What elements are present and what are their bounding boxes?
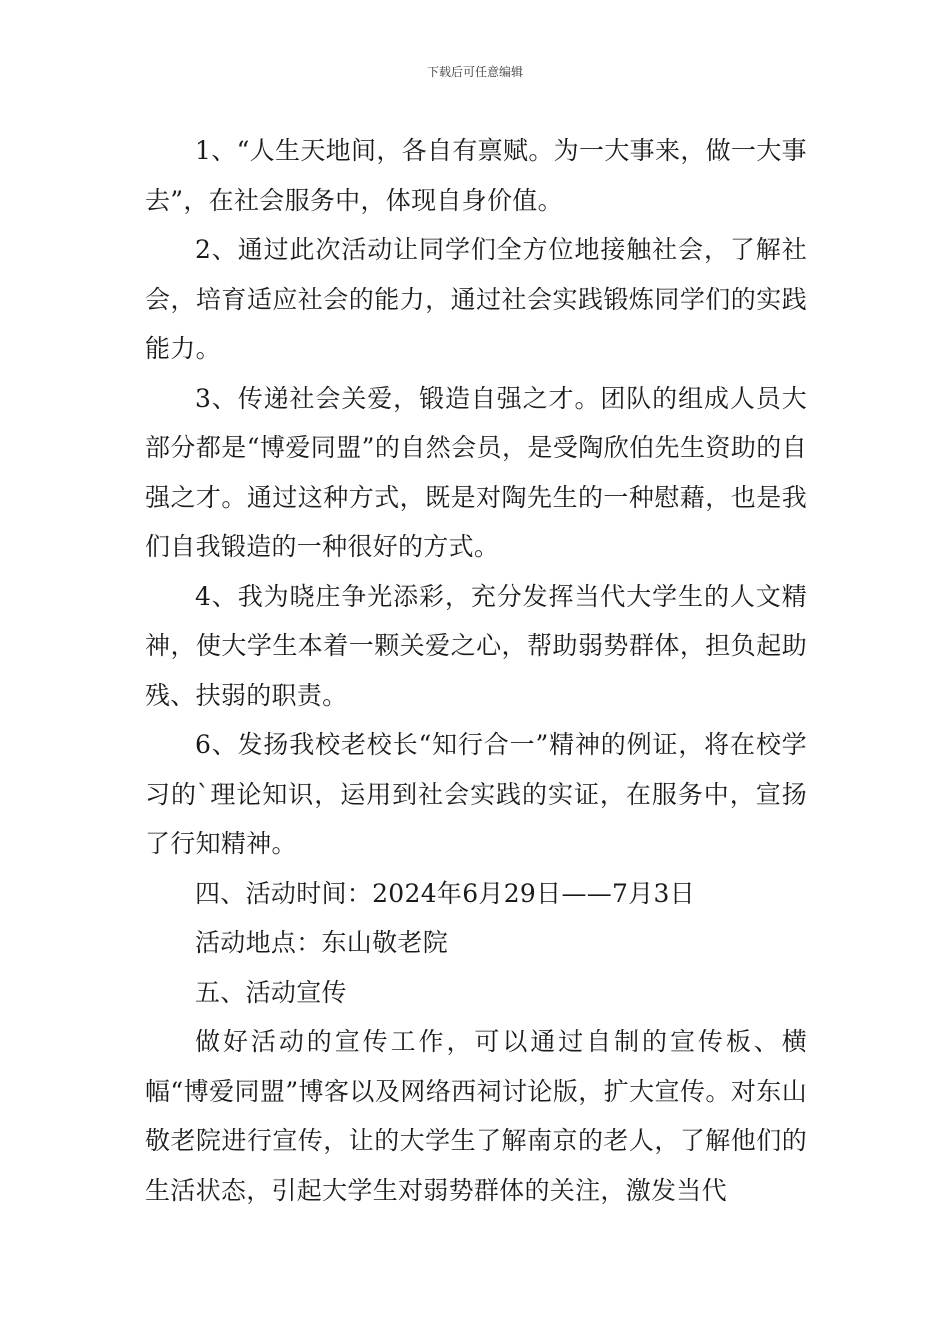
paragraph-activity-time: 四、活动时间：2024年6月29日——7月3日 [195,878,696,908]
paragraph-goal-3: 3、传递社会关爱，锻造自强之才。团队的组成人员大部分都是“博爱同盟”的自然会员，是受陶欣伯先生资助的自强之才。通过这种方式，既是对陶先生的一种慰藉，也是我们自我锻造的一种很好的方式。 [145,383,807,561]
page-header: 下载后可任意编辑 [426,65,523,79]
paragraph-goal-2: 2、通过此次活动让同学们全方位地接触社会，了解社会，培育适应社会的能力，通过社会实践锻炼同学们的实践能力。 [145,235,807,363]
paragraph-goal-6: 6、发扬我校老校长“知行合一”精神的例证，将在校学习的`理论知识，运用到社会实践的实证，在服务中，宣扬了行知精神。 [145,730,807,858]
document-body [145,126,807,1215]
paragraph-goal-4: 4、我为晓庄争光添彩，充分发挥当代大学生的人文精神，使大学生本着一颗关爱之心，帮助弱势群体，担负起助残、扶弱的职责。 [145,581,807,710]
paragraph-activity-location: 活动地点：东山敬老院 [195,928,449,957]
paragraph-publicity: 做好活动的宣传工作，可以通过自制的宣传板、横幅“博爱同盟”博客以及网络西祠讨论版，扩大宣传。对东山敬老院进行宣传，让的大学生了解南京的老人，了解他们的生活状态，引起大学生对弱势群体的关注，激发当代 [145,1027,807,1205]
section-heading-publicity: 五、活动宣传 [195,977,347,1007]
paragraph-goal-1: 1、“人生天地间，各自有禀赋。为一大事来，做一大事去”，在社会服务中，体现自身价值。 [145,136,807,215]
